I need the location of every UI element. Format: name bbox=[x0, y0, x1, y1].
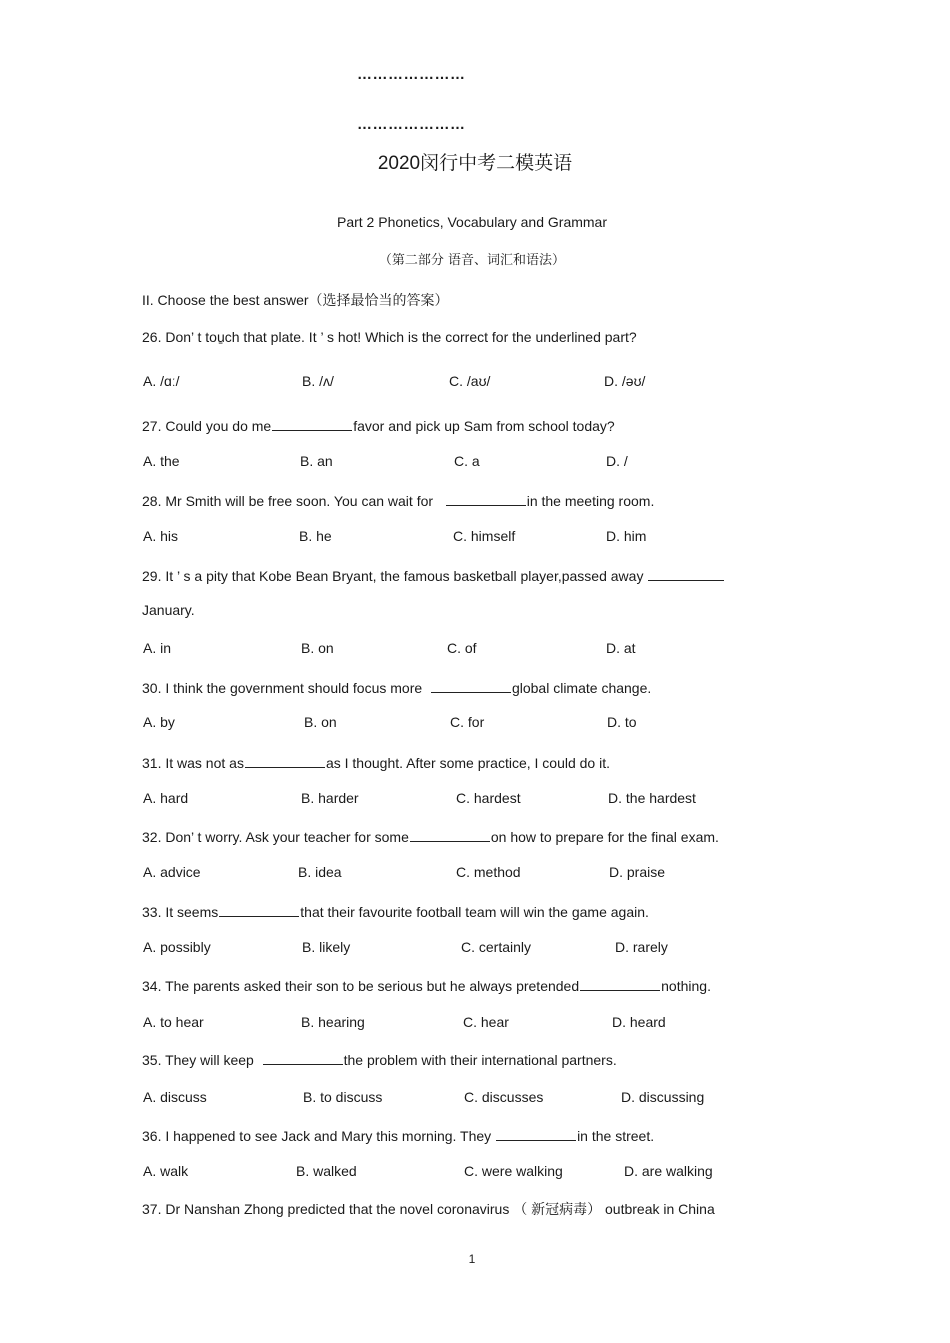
stem-part-a: 28. Mr Smith will be free soon. You can wait for bbox=[142, 493, 434, 509]
question-37-stem: 37. Dr Nanshan Zhong predicted that the novel coronavirus （ 新冠病毒） outbreak in China bbox=[142, 1201, 715, 1217]
q31-option-b: B. harder bbox=[301, 790, 359, 806]
answer-blank bbox=[496, 1126, 576, 1141]
q29-option-b: B. on bbox=[301, 640, 334, 656]
q27-option-a: A. the bbox=[143, 453, 180, 469]
answer-blank bbox=[410, 827, 490, 842]
q30-option-a: A. by bbox=[143, 714, 175, 730]
q30-option-b: B. on bbox=[304, 714, 337, 730]
q34-option-b: B. hearing bbox=[301, 1014, 365, 1030]
question-29-continuation: January. bbox=[142, 602, 195, 618]
question-stem-text: 26. Don’ t tou̱ch that plate. It ’ s hot! Which is the correct for the underlined part? bbox=[142, 329, 637, 345]
q30-option-d: D. to bbox=[607, 714, 637, 730]
q29-option-d: D. at bbox=[606, 640, 636, 656]
stem-part-a: 34. The parents asked their son to be serious but he always pretended bbox=[142, 978, 580, 994]
q29-option-a: A. in bbox=[143, 640, 172, 656]
question-32-stem bbox=[142, 827, 719, 845]
q29-option-c: C. of bbox=[447, 640, 477, 656]
q31-option-c: C. hardest bbox=[456, 790, 521, 806]
question-28-stem bbox=[142, 491, 654, 509]
q36-option-b: B. walked bbox=[296, 1163, 357, 1179]
answer-blank bbox=[446, 491, 526, 506]
q28-option-d: D. him bbox=[606, 528, 647, 544]
answer-blank bbox=[219, 902, 299, 917]
q35-option-c: C. discusses bbox=[464, 1089, 544, 1105]
q33-option-a: A. possibly bbox=[143, 939, 211, 955]
q27-option-d: D. / bbox=[606, 453, 628, 469]
page-number: 1 bbox=[468, 1252, 476, 1266]
q31-option-a: A. hard bbox=[143, 790, 189, 806]
q27-option-b: B. an bbox=[300, 453, 333, 469]
q28-option-a: A. his bbox=[143, 528, 179, 544]
q26-option-b: B. /ʌ/ bbox=[302, 373, 334, 389]
stem-part-a: 31. It was not as bbox=[142, 755, 244, 771]
dotted-line-top: ………………… bbox=[357, 66, 466, 83]
q35-option-d: D. discussing bbox=[621, 1089, 705, 1105]
answer-blank bbox=[263, 1050, 343, 1065]
q32-option-a: A. advice bbox=[143, 864, 201, 880]
q28-option-c: C. himself bbox=[453, 528, 516, 544]
question-27-stem bbox=[142, 416, 615, 434]
q27-option-c: C. a bbox=[454, 453, 480, 469]
q31-option-d: D. the hardest bbox=[608, 790, 696, 806]
answer-blank bbox=[272, 416, 352, 431]
part-title: Part 2 Phonetics, Vocabulary and Grammar bbox=[336, 214, 608, 230]
stem-part-b: favor and pick up Sam from school today? bbox=[353, 418, 615, 434]
q32-option-c: C. method bbox=[456, 864, 521, 880]
stem-part-a: 35. They will keep bbox=[142, 1052, 254, 1068]
part-subtitle: （第二部分 语音、词汇和语法） bbox=[378, 253, 566, 268]
question-33-stem bbox=[142, 902, 649, 920]
q33-option-c: C. certainly bbox=[461, 939, 532, 955]
q30-option-c: C. for bbox=[450, 714, 485, 730]
stem-part-b: that their favourite football team will win the game again. bbox=[300, 904, 649, 920]
q34-option-a: A. to hear bbox=[143, 1014, 204, 1030]
stem-part-a: 36. I happened to see Jack and Mary this morning. They bbox=[142, 1128, 492, 1144]
stem-part-b: nothing. bbox=[661, 978, 711, 994]
q32-option-d: D. praise bbox=[609, 864, 666, 880]
q28-option-b: B. he bbox=[299, 528, 332, 544]
q36-option-c: C. were walking bbox=[464, 1163, 563, 1179]
stem-part-a: 29. It ’ s a pity that Kobe Bean Bryant, the famous basketball player,passed away bbox=[142, 568, 644, 584]
q26-option-c: C. /aʊ/ bbox=[449, 373, 491, 389]
q32-option-b: B. idea bbox=[298, 864, 342, 880]
question-36-stem bbox=[142, 1126, 654, 1144]
q35-option-b: B. to discuss bbox=[303, 1089, 383, 1105]
answer-blank bbox=[245, 753, 325, 768]
stem-part-b: the problem with their international partners. bbox=[343, 1052, 617, 1068]
q26-option-a: A. /ɑː/ bbox=[143, 373, 180, 389]
stem-part-b: global climate change. bbox=[511, 680, 652, 696]
question-26-stem bbox=[142, 329, 637, 345]
stem-part-b: in the street. bbox=[577, 1128, 655, 1144]
q33-option-d: D. rarely bbox=[615, 939, 668, 955]
question-34-stem bbox=[142, 976, 711, 994]
q34-option-d: D. heard bbox=[612, 1014, 666, 1030]
answer-blank bbox=[580, 976, 660, 991]
q36-option-a: A. walk bbox=[143, 1163, 189, 1179]
question-35-stem bbox=[142, 1050, 617, 1068]
q36-option-d: D. are walking bbox=[624, 1163, 713, 1179]
question-30-stem bbox=[142, 678, 651, 696]
question-29-stem bbox=[142, 566, 725, 584]
stem-part-b: as I thought. After some practice, I could do it. bbox=[325, 755, 610, 771]
stem-part-a: 30. I think the government should focus more bbox=[142, 680, 423, 696]
stem-part-a: 27. Could you do me bbox=[142, 418, 272, 434]
answer-blank bbox=[431, 678, 511, 693]
question-31-stem bbox=[142, 753, 610, 771]
q34-option-c: C. hear bbox=[463, 1014, 509, 1030]
q35-option-a: A. discuss bbox=[143, 1089, 207, 1105]
stem-part-a: 32. Don’ t worry. Ask your teacher for some bbox=[142, 829, 409, 845]
section-heading: II. Choose the best answer（选择最恰当的答案） bbox=[142, 292, 449, 308]
answer-blank bbox=[648, 566, 724, 581]
document-title: 2020闵行中考二模英语 bbox=[377, 153, 573, 174]
stem-part-b: on how to prepare for the final exam. bbox=[490, 829, 719, 845]
dotted-line-bottom: ………………… bbox=[357, 116, 466, 133]
q33-option-b: B. likely bbox=[302, 939, 351, 955]
q26-option-d: D. /əʊ/ bbox=[604, 373, 646, 389]
stem-part-b: in the meeting room. bbox=[526, 493, 655, 509]
stem-part-a: 33. It seems bbox=[142, 904, 219, 920]
